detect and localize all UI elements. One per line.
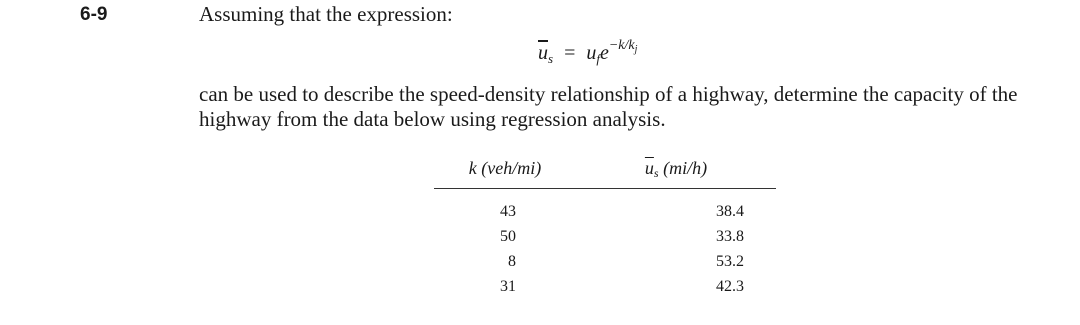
eq-rhs-subscript: f: [596, 51, 600, 66]
cell-speed: 42.3: [716, 278, 744, 295]
cell-speed: 38.4: [716, 203, 744, 220]
problem-intro: Assuming that the expression:: [199, 2, 453, 26]
header-speed-variable: $\overline{u}$: [644, 158, 654, 178]
header-speed-subscript: s: [653, 166, 659, 180]
cell-speed: 33.8: [716, 228, 744, 245]
data-table: [434, 158, 776, 299]
table-row: [434, 274, 776, 299]
table-header-row: [434, 158, 776, 189]
cell-density: 31: [500, 278, 516, 295]
header-speed-unit: (mi/h): [658, 158, 708, 178]
cell-density: 43: [500, 203, 516, 220]
eq-rhs-variable: u: [586, 42, 597, 64]
eq-exponent: [609, 38, 638, 53]
eq-equals-sign: =: [564, 42, 576, 64]
speed-density-equation: [538, 38, 637, 67]
table-row: [434, 199, 776, 224]
table-row: [434, 224, 776, 249]
cell-density: 8: [508, 253, 516, 270]
cell-density: 50: [500, 228, 516, 245]
problem-description: can be used to describe the speed-density relationship of a highway, determine the capacity of the highway from the data below using regression analysis.: [199, 82, 1018, 131]
eq-lhs-subscript: s: [548, 51, 554, 66]
eq-lhs-variable: $\overline{u}$: [538, 42, 548, 64]
problem-number: 6-9: [80, 4, 108, 25]
table-body: [434, 199, 776, 299]
header-density: k (veh/mi): [468, 158, 542, 178]
header-speed: [576, 158, 776, 181]
cell-speed: 53.2: [716, 253, 744, 270]
table-row: [434, 249, 776, 274]
eq-base: e: [599, 42, 609, 64]
eq-exponent-text: −k/k: [608, 38, 635, 53]
eq-exponent-subscript: j: [634, 44, 638, 55]
